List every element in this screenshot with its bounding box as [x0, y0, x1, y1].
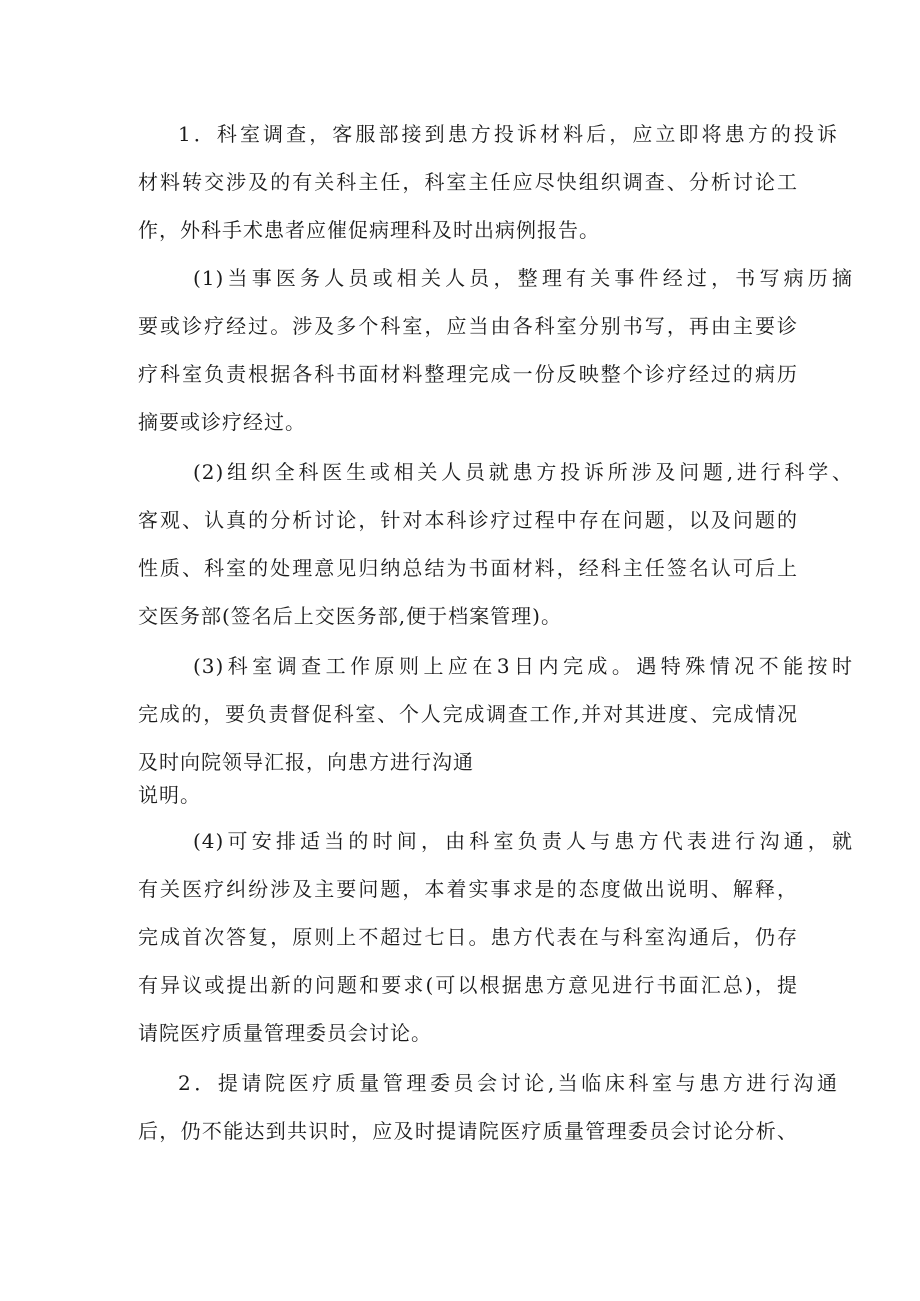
paragraph-5-line-1: (4)可安排适当的时间，由科室负责人与患方代表进行沟通，就	[193, 829, 853, 853]
paragraph-5-line-2: 有关医疗纠纷涉及主要问题，本着实事求是的态度做出说明、解释，	[138, 877, 798, 901]
paragraph-4-line-2: 完成的，要负责督促科室、个人完成调查工作,并对其进度、完成情况	[138, 702, 798, 726]
paragraph-1-line-2: 材料转交涉及的有关科主任，科室主任应尽快组织调查、分析讨论工	[138, 170, 798, 194]
paragraph-4-line-1: (3)科室调查工作原则上应在3日内完成。遇特殊情况不能按时	[193, 654, 853, 678]
paragraph-4-line-3: 及时向院领导汇报，向患方进行沟通	[138, 750, 474, 774]
paragraph-5-line-3: 完成首次答复，原则上不超过七日。患方代表在与科室沟通后，仍存	[138, 925, 798, 949]
paragraph-2-line-1: (1)当事医务人员或相关人员，整理有关事件经过，书写病历摘	[193, 266, 853, 290]
paragraph-3-line-4: 交医务部(签名后上交医务部,便于档案管理)。	[138, 604, 562, 628]
paragraph-1-line-3: 作，外科手术患者应催促病理科及时出病例报告。	[138, 218, 600, 242]
paragraph-6-line-1: 2．提请院医疗质量管理委员会讨论,当临床科室与患方进行沟通	[178, 1071, 838, 1095]
paragraph-5-line-5: 请院医疗质量管理委员会讨论。	[138, 1021, 432, 1045]
paragraph-1-line-1: 1．科室调查，客服部接到患方投诉材料后，应立即将患方的投诉	[178, 122, 838, 146]
paragraph-6-line-2: 后，仍不能达到共识时，应及时提请院医疗质量管理委员会讨论分析、	[138, 1119, 798, 1143]
paragraph-2-line-4: 摘要或诊疗经过。	[138, 410, 306, 434]
paragraph-3-line-2: 客观、认真的分析讨论，针对本科诊疗过程中存在问题，以及问题的	[138, 508, 798, 532]
paragraph-5-line-4: 有异议或提出新的问题和要求(可以根据患方意见进行书面汇总)，提	[138, 973, 798, 997]
paragraph-3-line-1: (2)组织全科医生或相关人员就患方投诉所涉及问题,进行科学、	[193, 460, 853, 484]
paragraph-2-line-3: 疗科室负责根据各科书面材料整理完成一份反映整个诊疗经过的病历	[138, 362, 798, 386]
paragraph-4-line-4: 说明。	[138, 783, 201, 807]
paragraph-2-line-2: 要或诊疗经过。涉及多个科室，应当由各科室分别书写，再由主要诊	[138, 314, 798, 338]
paragraph-3-line-3: 性质、科室的处理意见归纳总结为书面材料，经科主任签名认可后上	[138, 556, 798, 580]
